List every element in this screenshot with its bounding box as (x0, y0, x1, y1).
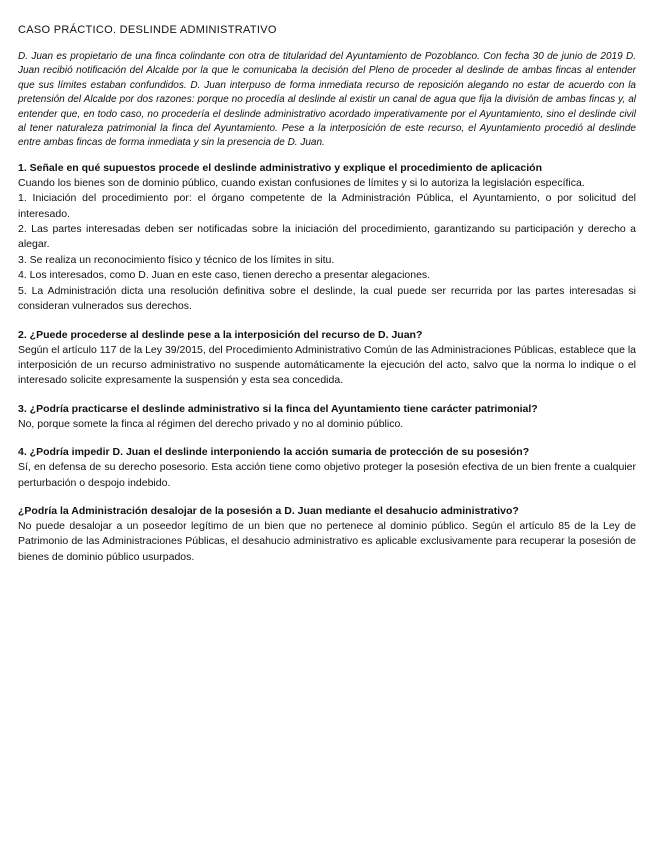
document-page (18, 24, 636, 578)
question-section (18, 445, 636, 491)
question-heading: ¿Podría la Administración desalojar de la posesión a D. Juan mediante el desahucio administrativo? (18, 504, 519, 517)
answer-paragraph: No, porque somete la finca al régimen del derecho privado y no al dominio público. (18, 417, 404, 430)
case-statement: D. Juan es propietario de una finca colindante con otra de titularidad del Ayuntamiento de Pozoblanco. Con fecha 30 de junio de 2019 D. Juan recibió notificación del Alcalde por la que le comunicaba la decisión del Pleno de proceder al deslinde de ambas fincas al entender que sus límites estaban confundidos. D. Juan interpuso de forma inmediata recurso de reposición alegando no estar de acuerdo con la pretensión del Alcalde por dos razones: porque no procedía al deslinde al existir un canal de agua que fija la división de ambas fincas y, al entender que, en todo caso, no procedería el deslinde administrativo acordado imperativamente por el Ayuntamiento, sino el deslinde civil al tener naturaleza patrimonial la finca del Ayuntamiento. Pese a la interposición de este recurso, el Ayuntamiento procedió al deslinde entre ambas fincas de forma inmediata y sin la presencia de D. Juan. (18, 51, 636, 149)
question-section (18, 504, 636, 565)
answer-paragraph: Sí, en defensa de su derecho posesorio. Esta acción tiene como objetivo proteger la posesión efectiva de un bien frente a cualquier perturbación o despojo indebido. (18, 461, 636, 489)
question-heading: 4. ¿Podría impedir D. Juan el deslinde interponiendo la acción sumaria de protección de su posesión? (18, 446, 530, 459)
question-heading: 3. ¿Podría practicarse el deslinde administrativo si la finca del Ayuntamiento tiene carácter patrimonial? (18, 402, 538, 415)
answer-paragraph: 3. Se realiza un reconocimiento físico y técnico de los límites in situ. (18, 253, 335, 266)
questions-list (18, 161, 636, 565)
answer-paragraph: 2. Las partes interesadas deben ser notificadas sobre la iniciación del procedimiento, garantizando su participación y derecho a alegar. (18, 223, 636, 251)
answer-paragraph: 5. La Administración dicta una resolución definitiva sobre el deslinde, la cual puede ser recurrida por las partes interesadas si consideran vulnerados sus derechos. (18, 284, 636, 313)
document-title: CASO PRÁCTICO. DESLINDE ADMINISTRATIVO (18, 24, 277, 36)
question-heading: 1. Señale en qué supuestos procede el deslinde administrativo y explique el procedimiento de aplicación (18, 161, 542, 174)
answer-paragraph: 4. Los interesados, como D. Juan en este caso, tienen derecho a presentar alegaciones. (18, 269, 431, 282)
answer-paragraph: 1. Iniciación del procedimiento por: el órgano competente de la Administración Pública, el Ayuntamiento, o por solicitud del interesado. (18, 192, 636, 220)
question-heading: 2. ¿Puede procederse al deslinde pese a la interposición del recurso de D. Juan? (18, 328, 423, 341)
question-section (18, 161, 636, 315)
answer-paragraph: Cuando los bienes son de dominio público, cuando existan confusiones de límites y si lo autoriza la legislación específica. (18, 176, 585, 189)
answer-paragraph: Según el artículo 117 de la Ley 39/2015, del Procedimiento Administrativo Común de las Administraciones Públicas, establece que la interposición de un recurso administrativo no suspende automáticamente la ejecución del acto, salvo que la norma lo indique o el interesado solicite expresamente la suspensión y esta sea concedida. (18, 343, 636, 387)
question-section (18, 402, 636, 432)
answer-paragraph: No puede desalojar a un poseedor legítimo de un bien que no pertenece al dominio público. Según el artículo 85 de la Ley de Patrimonio de las Administraciones Públicas, el desahucio administrativo es aplicable exclusivamente para recuperar la posesión de bienes de dominio público usurpados. (18, 519, 636, 563)
question-section (18, 328, 636, 389)
